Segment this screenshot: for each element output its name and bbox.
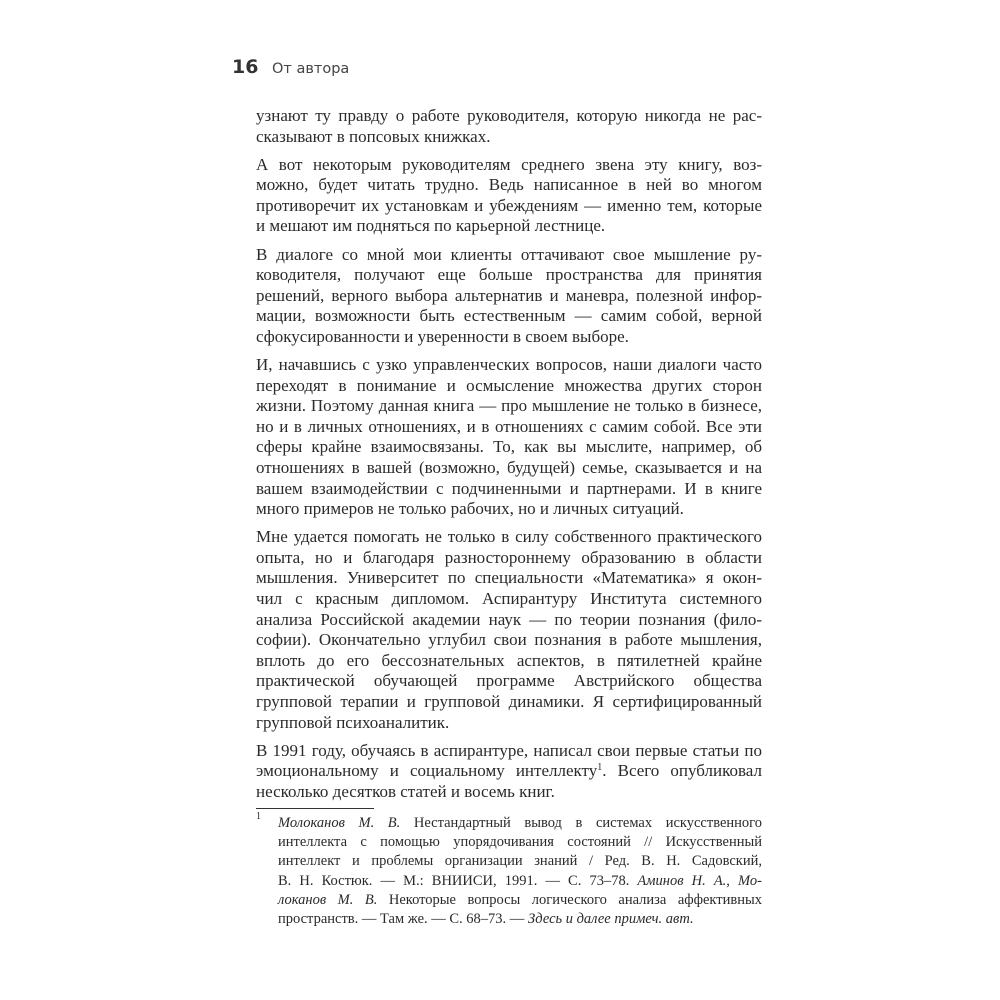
text-line: анализа Российской академии наук — по теории познания (фило- xyxy=(256,609,762,629)
footnote-line xyxy=(256,852,762,871)
citation-text: интеллекта с помощью упорядочивания состояний // Искусственный xyxy=(278,834,762,851)
text-line: В 1991 году, обучаясь в аспирантуре, написал свои первые статьи по xyxy=(256,740,762,760)
text-span: эмоциональному и социальному интеллекту xyxy=(256,761,598,781)
paragraph xyxy=(256,106,762,147)
citation-text: интеллект и проблемы организации знаний / Ред. В. Н. Садовский, xyxy=(278,853,762,870)
text-line: мации, возможности быть естественным — самим собой, верной xyxy=(256,306,762,326)
text-line: групповой психоаналитик. xyxy=(256,712,450,732)
text-line: Мне удается помогать не только в силу собственного практического xyxy=(256,527,762,547)
footnote xyxy=(256,811,762,929)
text-line: софии). Окончательно углубил свои познания в работе мышления, xyxy=(256,630,762,650)
paragraph xyxy=(256,245,762,348)
text-line: сферы крайне взаимосвязаны. То, как вы мыслите, например, об xyxy=(256,437,762,457)
body-text xyxy=(256,106,762,803)
paragraph xyxy=(256,155,762,237)
footnote-line xyxy=(256,891,762,910)
text-span: . Всего опубликовал xyxy=(602,761,762,781)
text-line: и мешают им подняться по карьерной лестнице. xyxy=(256,216,606,236)
text-line: И, начавшись с узко управленческих вопросов, наши диалоги часто xyxy=(256,355,762,375)
text-line: много примеров не только рабочих, но и личных ситуаций. xyxy=(256,499,684,519)
text-line: вплоть до его бессознательных аспектов, в пятилетней крайне xyxy=(256,650,762,670)
citation-text: Нестандартный вывод в системах искусственного xyxy=(400,815,762,831)
text-line: противоречит их установкам и убеждениям — именно тем, которые xyxy=(256,195,762,215)
author-citation: Здесь и далее примеч. авт. xyxy=(527,910,694,927)
text-line: жизни. Поэтому данная книга — про мышление не только в бизнесе, xyxy=(256,396,762,416)
text-line: решений, верного выбора альтернатив и маневра, полезной инфор- xyxy=(256,285,762,305)
text-line: несколько десятков статей и восемь книг. xyxy=(256,781,555,801)
text-line: ководителя, получают еще больше пространства для принятия xyxy=(256,265,762,285)
text-line: переходят в понимание и осмысление множества других сторон xyxy=(256,375,762,395)
text-line: можно, будет читать трудно. Ведь написанное в ней во многом xyxy=(256,175,762,195)
footnote-line xyxy=(256,833,762,852)
text-line: чил с красным дипломом. Аспирантуру Института системного xyxy=(256,589,762,609)
author-citation: локанов М. В. xyxy=(278,891,378,908)
text-line: групповой терапии и групповой динамики. Я сертифицированный xyxy=(256,692,762,712)
running-title: От автора xyxy=(272,61,350,77)
text-line: вашем взаимодействии с подчиненными и партнерами. И в книге xyxy=(256,478,762,498)
footnote-divider xyxy=(256,808,374,809)
text-line: В диалоге со мной мои клиенты оттачивают свое мышление ру- xyxy=(256,244,762,264)
text-line: но и в личных отношениях, и в отношениях с самим собой. Все эти xyxy=(256,416,762,436)
paragraph xyxy=(256,741,762,803)
text-line: узнают ту правду о работе руководителя, которую никогда не рас- xyxy=(256,106,762,125)
footnote-line xyxy=(256,910,762,929)
text-line: сфокусированности и уверенности в своем выборе. xyxy=(256,326,629,346)
citation-text: В. Н. Костюк. — М.: ВНИИСИ, 1991. — С. 73–78. xyxy=(278,872,638,889)
paragraph xyxy=(256,527,762,733)
text-line xyxy=(256,761,762,782)
text-line: мышления. Университет по специальности «Математика» я окон- xyxy=(256,568,762,588)
footnote-reference[interactable]: 1 xyxy=(597,762,603,774)
footnote-line xyxy=(256,811,762,833)
footnote-mark: 1 xyxy=(256,811,261,822)
paragraph xyxy=(256,355,762,520)
citation-text: пространств. — Там же. — С. 68–73. — xyxy=(278,910,528,927)
page-number: 16 xyxy=(232,56,259,78)
footnote-line xyxy=(256,872,762,891)
text-line: отношениях в вашей (возможно, будущей) семье, сказывается и на xyxy=(256,458,762,477)
text-line: практической обучающей программе Австрийского общества xyxy=(256,671,762,691)
author-citation: Молоканов М. В. xyxy=(278,815,401,831)
text-line: опыта, но и благодаря разностороннему образованию в области xyxy=(256,547,762,567)
author-citation: Аминов Н. А., Мо- xyxy=(637,872,762,889)
text-line: сказывают в попсовых книжках. xyxy=(256,126,491,146)
citation-text: Некоторые вопросы логического анализа аффективных xyxy=(377,891,762,908)
text-line: А вот некоторым руководителям среднего звена эту книгу, воз- xyxy=(256,154,762,174)
running-header xyxy=(232,56,349,80)
